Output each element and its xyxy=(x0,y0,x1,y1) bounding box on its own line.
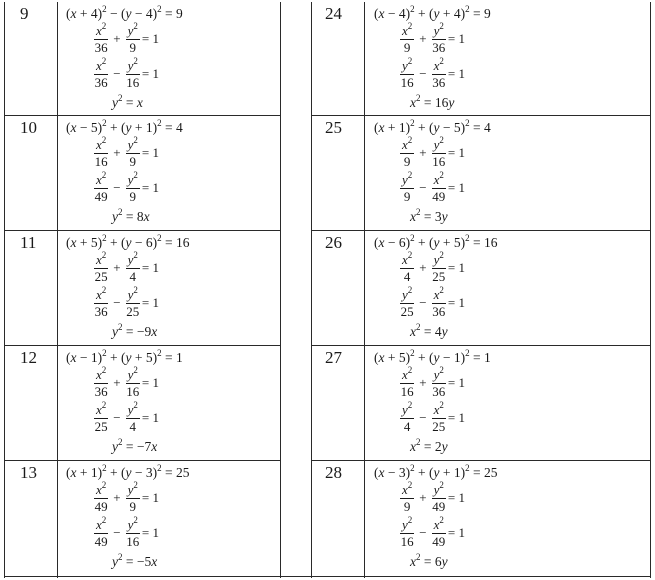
right-hand-side: = 1 xyxy=(141,145,159,161)
operator: − xyxy=(419,525,427,541)
numerator: $y^2$ xyxy=(127,56,138,73)
numerator: $y^2$ xyxy=(127,480,138,497)
circle-equation: $(x + 1)^2 + (y - 3)^2 = 25$ xyxy=(66,463,190,480)
ellipse-equation xyxy=(398,365,465,399)
numerator: $y^2$ xyxy=(127,365,138,382)
ellipse-equation xyxy=(398,480,465,514)
denominator: 49 xyxy=(94,188,108,204)
operator: + xyxy=(113,31,121,47)
numerator: $x^2$ xyxy=(402,480,413,497)
denominator: 49 xyxy=(94,498,108,514)
ellipse-first-fraction xyxy=(94,135,108,169)
numerator: $x^2$ xyxy=(96,400,107,417)
numerator: $x^2$ xyxy=(433,56,444,73)
hyperbola-first-fraction xyxy=(94,515,108,549)
denominator: 9 xyxy=(403,188,411,204)
denominator: 16 xyxy=(94,153,108,169)
ellipse-first-fraction xyxy=(400,135,414,169)
table-border-right xyxy=(650,2,651,578)
hyperbola-second-fraction xyxy=(432,515,446,549)
denominator: 25 xyxy=(432,268,446,284)
ellipse-second-fraction xyxy=(432,480,446,514)
exercise-number: 28 xyxy=(325,463,342,482)
ellipse-first-fraction xyxy=(94,250,108,284)
hyperbola-equation xyxy=(92,400,159,434)
denominator: 36 xyxy=(94,74,108,90)
right-hand-side: = 1 xyxy=(141,375,159,391)
hyperbola-second-fraction xyxy=(432,400,446,434)
ellipse-equation xyxy=(398,135,465,169)
operator: − xyxy=(113,295,121,311)
ellipse-second-fraction xyxy=(432,135,446,169)
numerator: $y^2$ xyxy=(127,135,138,152)
operator: + xyxy=(419,145,427,161)
denominator: 9 xyxy=(403,498,411,514)
hyperbola-equation xyxy=(398,170,465,204)
numerator: $x^2$ xyxy=(96,135,107,152)
hyperbola-second-fraction xyxy=(432,170,446,204)
numerator: $x^2$ xyxy=(433,285,444,302)
denominator: 9 xyxy=(129,39,137,55)
denominator: 9 xyxy=(129,188,137,204)
numerator: $y^2$ xyxy=(127,170,138,187)
right-hand-side: = 1 xyxy=(447,145,465,161)
right-hand-side: = 1 xyxy=(447,525,465,541)
right-hand-side: = 1 xyxy=(141,260,159,276)
ellipse-first-fraction xyxy=(400,250,414,284)
hyperbola-first-fraction xyxy=(400,56,414,90)
right-hand-side: = 1 xyxy=(447,260,465,276)
right-hand-side: = 1 xyxy=(141,66,159,82)
denominator: 4 xyxy=(403,268,411,284)
hyperbola-second-fraction xyxy=(126,56,140,90)
denominator: 16 xyxy=(400,533,414,549)
hyperbola-second-fraction xyxy=(432,285,446,319)
ellipse-first-fraction xyxy=(400,480,414,514)
operator: − xyxy=(113,410,121,426)
right-hand-side: = 1 xyxy=(447,66,465,82)
ellipse-equation xyxy=(92,365,159,399)
numerator: $y^2$ xyxy=(127,250,138,267)
parabola-equation: $y^2 = -9x$ xyxy=(112,322,158,339)
hyperbola-equation xyxy=(92,285,159,319)
denominator: 36 xyxy=(94,383,108,399)
numerator: $y^2$ xyxy=(433,250,444,267)
row-divider-1-right xyxy=(311,115,651,116)
row-divider-4 xyxy=(4,460,280,461)
right-hand-side: = 1 xyxy=(141,180,159,196)
row-divider-2 xyxy=(4,230,280,231)
right-hand-side: = 1 xyxy=(447,410,465,426)
hyperbola-equation xyxy=(92,56,159,90)
exercise-number: 13 xyxy=(20,463,37,482)
denominator: 9 xyxy=(403,39,411,55)
ellipse-second-fraction xyxy=(126,250,140,284)
operator: − xyxy=(419,295,427,311)
numerator: $y^2$ xyxy=(402,285,413,302)
ellipse-second-fraction xyxy=(432,21,446,55)
hyperbola-second-fraction xyxy=(126,170,140,204)
right-hand-side: = 1 xyxy=(447,375,465,391)
ellipse-second-fraction xyxy=(126,135,140,169)
circle-equation: $(x - 3)^2 + (y + 1)^2 = 25$ xyxy=(374,463,498,480)
operator: + xyxy=(113,375,121,391)
operator: + xyxy=(113,490,121,506)
hyperbola-first-fraction xyxy=(400,400,414,434)
operator: − xyxy=(419,410,427,426)
circle-equation: $(x + 5)^2 + (y - 6)^2 = 16$ xyxy=(66,233,190,250)
numerator: $y^2$ xyxy=(127,400,138,417)
ellipse-equation xyxy=(398,21,465,55)
hyperbola-first-fraction xyxy=(400,285,414,319)
hyperbola-equation xyxy=(398,400,465,434)
parabola-equation: $x^2 = 6y$ xyxy=(410,552,448,569)
ellipse-equation xyxy=(92,21,159,55)
row-divider-3-right xyxy=(311,345,651,346)
operator: − xyxy=(419,180,427,196)
circle-equation: $(x - 5)^2 + (y + 1)^2 = 4$ xyxy=(66,118,183,135)
column-divider-4 xyxy=(364,2,365,578)
parabola-equation: $x^2 = 2y$ xyxy=(410,437,448,454)
denominator: 4 xyxy=(403,418,411,434)
row-divider-4-right xyxy=(311,460,651,461)
operator: + xyxy=(113,145,121,161)
parabola-equation: $x^2 = 3y$ xyxy=(410,207,448,224)
hyperbola-equation xyxy=(92,170,159,204)
hyperbola-first-fraction xyxy=(94,285,108,319)
numerator: $y^2$ xyxy=(402,400,413,417)
hyperbola-first-fraction xyxy=(94,170,108,204)
column-divider-1 xyxy=(57,2,58,578)
column-divider-2 xyxy=(280,2,281,578)
numerator: $x^2$ xyxy=(96,250,107,267)
circle-equation: $(x - 4)^2 + (y + 4)^2 = 9$ xyxy=(374,4,491,21)
numerator: $x^2$ xyxy=(96,365,107,382)
right-hand-side: = 1 xyxy=(447,295,465,311)
numerator: $y^2$ xyxy=(127,285,138,302)
hyperbola-second-fraction xyxy=(126,285,140,319)
hyperbola-first-fraction xyxy=(94,56,108,90)
parabola-equation: $y^2 = -7x$ xyxy=(112,437,158,454)
operator: − xyxy=(419,66,427,82)
numerator: $y^2$ xyxy=(433,135,444,152)
ellipse-equation xyxy=(92,250,159,284)
denominator: 36 xyxy=(432,39,446,55)
circle-equation: $(x - 1)^2 + (y + 5)^2 = 1$ xyxy=(66,348,183,365)
exercise-number: 27 xyxy=(325,348,342,367)
denominator: 25 xyxy=(126,303,140,319)
hyperbola-first-fraction xyxy=(400,515,414,549)
denominator: 36 xyxy=(94,303,108,319)
parabola-equation: $x^2 = 16y$ xyxy=(410,93,455,110)
denominator: 36 xyxy=(94,39,108,55)
circle-equation: $(x + 5)^2 + (y - 1)^2 = 1$ xyxy=(374,348,491,365)
exercise-number: 26 xyxy=(325,233,342,252)
right-hand-side: = 1 xyxy=(141,490,159,506)
ellipse-second-fraction xyxy=(126,21,140,55)
numerator: $x^2$ xyxy=(96,21,107,38)
ellipse-first-fraction xyxy=(94,21,108,55)
hyperbola-equation xyxy=(398,56,465,90)
denominator: 49 xyxy=(432,188,446,204)
parabola-equation: $y^2 = x$ xyxy=(112,93,143,110)
exercise-number: 12 xyxy=(20,348,37,367)
hyperbola-first-fraction xyxy=(400,170,414,204)
denominator: 36 xyxy=(432,303,446,319)
numerator: $x^2$ xyxy=(433,400,444,417)
operator: − xyxy=(113,180,121,196)
denominator: 16 xyxy=(400,383,414,399)
denominator: 25 xyxy=(432,418,446,434)
ellipse-second-fraction xyxy=(126,365,140,399)
numerator: $x^2$ xyxy=(433,515,444,532)
exercise-number: 10 xyxy=(20,118,37,137)
numerator: $y^2$ xyxy=(402,170,413,187)
hyperbola-second-fraction xyxy=(126,400,140,434)
ellipse-first-fraction xyxy=(400,365,414,399)
ellipse-equation xyxy=(92,135,159,169)
numerator: $x^2$ xyxy=(96,515,107,532)
parabola-equation: $x^2 = 4y$ xyxy=(410,322,448,339)
hyperbola-second-fraction xyxy=(432,56,446,90)
hyperbola-equation xyxy=(92,515,159,549)
operator: − xyxy=(113,525,121,541)
ellipse-equation xyxy=(398,250,465,284)
hyperbola-first-fraction xyxy=(94,400,108,434)
operator: − xyxy=(113,66,121,82)
exercise-number: 11 xyxy=(20,233,37,252)
numerator: $y^2$ xyxy=(433,480,444,497)
exercise-number: 9 xyxy=(20,4,29,23)
denominator: 49 xyxy=(432,533,446,549)
ellipse-first-fraction xyxy=(400,21,414,55)
right-hand-side: = 1 xyxy=(141,525,159,541)
operator: + xyxy=(419,260,427,276)
denominator: 25 xyxy=(94,268,108,284)
denominator: 16 xyxy=(126,533,140,549)
ellipse-second-fraction xyxy=(432,250,446,284)
numerator: $x^2$ xyxy=(433,170,444,187)
denominator: 36 xyxy=(432,74,446,90)
row-divider-1 xyxy=(4,115,280,116)
hyperbola-equation xyxy=(398,285,465,319)
right-hand-side: = 1 xyxy=(141,295,159,311)
denominator: 49 xyxy=(432,498,446,514)
numerator: $x^2$ xyxy=(402,250,413,267)
right-hand-side: = 1 xyxy=(141,410,159,426)
right-hand-side: = 1 xyxy=(447,180,465,196)
denominator: 9 xyxy=(129,153,137,169)
numerator: $x^2$ xyxy=(96,170,107,187)
numerator: $y^2$ xyxy=(433,21,444,38)
hyperbola-equation xyxy=(398,515,465,549)
circle-equation: $(x + 1)^2 + (y - 5)^2 = 4$ xyxy=(374,118,491,135)
numerator: $x^2$ xyxy=(96,480,107,497)
denominator: 9 xyxy=(129,498,137,514)
operator: + xyxy=(419,31,427,47)
numerator: $x^2$ xyxy=(96,285,107,302)
operator: + xyxy=(113,260,121,276)
denominator: 25 xyxy=(400,303,414,319)
denominator: 36 xyxy=(432,383,446,399)
table-border-left xyxy=(4,2,5,578)
operator: + xyxy=(419,490,427,506)
exercise-number: 25 xyxy=(325,118,342,137)
denominator: 9 xyxy=(403,153,411,169)
right-hand-side: = 1 xyxy=(141,31,159,47)
numerator: $y^2$ xyxy=(402,56,413,73)
numerator: $x^2$ xyxy=(402,21,413,38)
numerator: $x^2$ xyxy=(402,365,413,382)
denominator: 25 xyxy=(94,418,108,434)
denominator: 4 xyxy=(129,268,137,284)
right-hand-side: = 1 xyxy=(447,490,465,506)
row-divider-2-right xyxy=(311,230,651,231)
ellipse-equation xyxy=(92,480,159,514)
right-hand-side: = 1 xyxy=(447,31,465,47)
column-divider-3 xyxy=(311,2,312,578)
ellipse-second-fraction xyxy=(432,365,446,399)
parabola-equation: $y^2 = 8x$ xyxy=(112,207,150,224)
exercise-number: 24 xyxy=(325,4,342,23)
numerator: $y^2$ xyxy=(433,365,444,382)
ellipse-first-fraction xyxy=(94,365,108,399)
ellipse-first-fraction xyxy=(94,480,108,514)
numerator: $y^2$ xyxy=(127,515,138,532)
denominator: 16 xyxy=(400,74,414,90)
table-border-bottom xyxy=(4,576,651,577)
circle-equation: $(x - 6)^2 + (y + 5)^2 = 16$ xyxy=(374,233,498,250)
denominator: 4 xyxy=(129,418,137,434)
denominator: 49 xyxy=(94,533,108,549)
ellipse-second-fraction xyxy=(126,480,140,514)
denominator: 16 xyxy=(432,153,446,169)
hyperbola-second-fraction xyxy=(126,515,140,549)
numerator: $x^2$ xyxy=(402,135,413,152)
numerator: $y^2$ xyxy=(127,21,138,38)
operator: + xyxy=(419,375,427,391)
denominator: 16 xyxy=(126,383,140,399)
denominator: 16 xyxy=(126,74,140,90)
circle-equation: $(x + 4)^2 - (y - 4)^2 = 9$ xyxy=(66,4,183,21)
numerator: $y^2$ xyxy=(402,515,413,532)
parabola-equation: $y^2 = -5x$ xyxy=(112,552,158,569)
row-divider-3 xyxy=(4,345,280,346)
numerator: $x^2$ xyxy=(96,56,107,73)
